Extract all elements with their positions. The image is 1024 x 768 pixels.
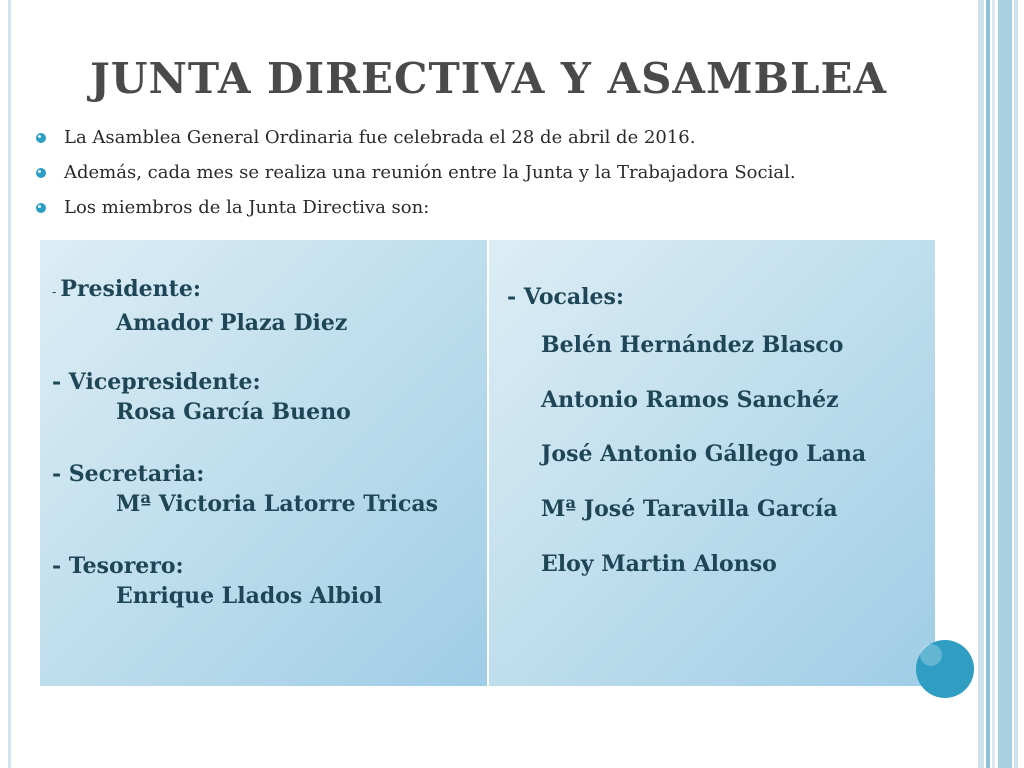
tesorero-role: - Tesorero: <box>52 553 184 579</box>
vicepresidente-block <box>52 367 351 427</box>
secretaria-name: Mª Victoria Latorre Tricas <box>116 491 439 517</box>
vicepresidente-role: - Vicepresidente: <box>52 369 261 395</box>
bullet-text: Además, cada mes se realiza una reunión entre la Junta y la Trabajadora Social. <box>64 162 796 183</box>
vocal-member: José Antonio Gállego Lana <box>541 441 867 467</box>
vocales-label: - Vocales: <box>507 284 625 310</box>
right-deco-stripe <box>1014 0 1018 768</box>
vocal-member: Eloy Martin Alonso <box>541 551 777 577</box>
presidente-block <box>52 274 347 338</box>
vocal-member: Belén Hernández Blasco <box>541 332 844 358</box>
bullet-item <box>36 124 796 159</box>
bullet-list <box>36 124 796 229</box>
secretaria-block <box>52 459 438 519</box>
tesorero-block <box>52 551 382 611</box>
vocal-member: Mª José Taravilla García <box>541 496 838 522</box>
tesorero-name: Enrique Llados Albiol <box>116 583 383 609</box>
bullet-dot-icon <box>36 203 46 213</box>
presidente-dash: - <box>52 285 57 300</box>
bullet-item <box>36 159 796 194</box>
secretaria-role: - Secretaria: <box>52 461 205 487</box>
presidente-role: - Presidente: <box>52 276 201 302</box>
left-border-rule <box>8 0 11 768</box>
vicepresidente-name: Rosa García Bueno <box>116 399 351 425</box>
bullet-text: Los miembros de la Junta Directiva son: <box>64 197 430 218</box>
board-panel <box>40 240 487 686</box>
bullet-dot-icon <box>36 168 46 178</box>
right-deco-stripe <box>986 0 990 768</box>
bullet-dot-icon <box>36 133 46 143</box>
slide-title: JUNTA DIRECTIVA Y ASAMBLEA <box>90 54 888 103</box>
vocal-member: Antonio Ramos Sanchéz <box>541 387 839 413</box>
presidente-name: Amador Plaza Diez <box>116 310 348 336</box>
right-deco-stripe <box>978 0 984 768</box>
bullet-item <box>36 194 796 229</box>
vocales-panel <box>489 240 935 686</box>
corner-circle-decoration <box>916 640 974 698</box>
bullet-text: La Asamblea General Ordinaria fue celebrada el 28 de abril de 2016. <box>64 127 696 148</box>
right-deco-stripe <box>992 0 995 768</box>
right-deco-stripe <box>998 0 1012 768</box>
